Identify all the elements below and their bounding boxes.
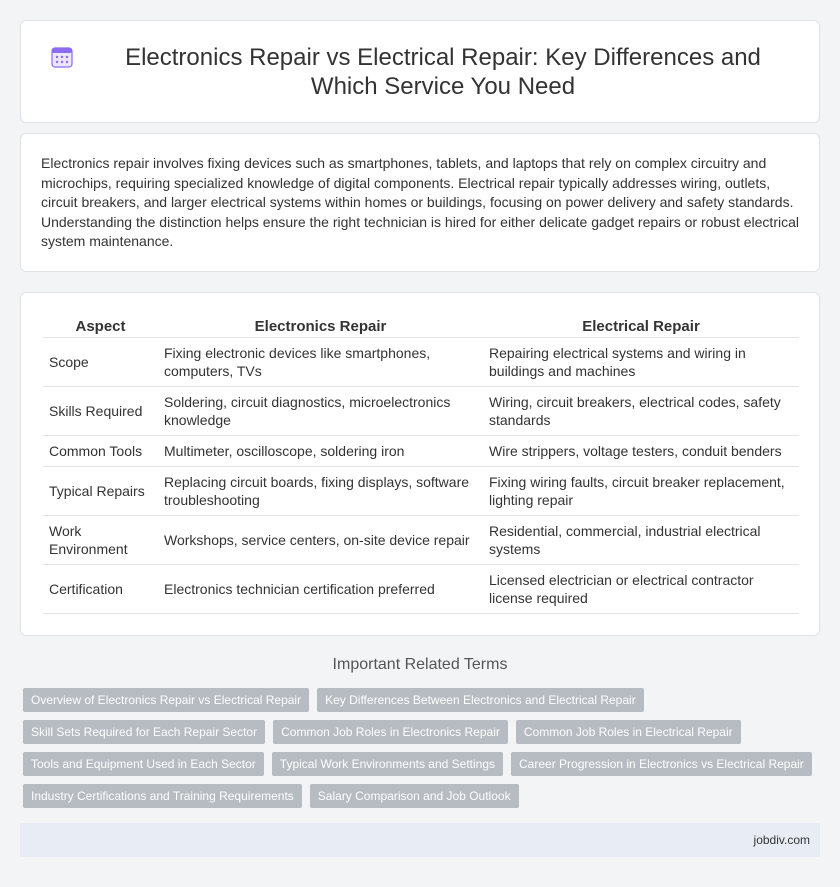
- comparison-card: [20, 292, 820, 636]
- table-row: [43, 436, 799, 467]
- calendar-icon: [49, 44, 75, 70]
- cell-electronics: Replacing circuit boards, fixing displays, software troubleshooting: [158, 467, 483, 516]
- cell-electrical: Residential, commercial, industrial electrical systems: [483, 516, 799, 565]
- related-tag[interactable]: Tools and Equipment Used in Each Sector: [23, 752, 264, 776]
- cell-aspect: Common Tools: [43, 436, 158, 467]
- header-aspect: Aspect: [43, 315, 158, 338]
- related-tag[interactable]: Key Differences Between Electronics and Electrical Repair: [317, 688, 644, 712]
- cell-electronics: Fixing electronic devices like smartphones, computers, TVs: [158, 338, 483, 387]
- footer-site-link[interactable]: jobdiv.com: [753, 833, 810, 847]
- intro-paragraph: Electronics repair involves fixing devices such as smartphones, tablets, and laptops that rely on complex circuitry and microchips, requiring specialized knowledge of digital components. Electrical repair typically addresses wiring, outlets, circuit breakers, and larger electrical systems within homes or buildings, focusing on power delivery and safety standards. Understanding the distinction helps ensure the right technician is hired for either delicate gadget repairs or robust electrical system maintenance.: [41, 155, 799, 250]
- cell-aspect: Certification: [43, 565, 158, 614]
- intro-card: [20, 133, 820, 272]
- cell-electrical: Wire strippers, voltage testers, conduit benders: [483, 436, 799, 467]
- table-row: [43, 467, 799, 516]
- header-card: [20, 20, 820, 123]
- table-row: [43, 387, 799, 436]
- table-row: [43, 338, 799, 387]
- table-row: [43, 565, 799, 614]
- cell-electronics: Soldering, circuit diagnostics, microelectronics knowledge: [158, 387, 483, 436]
- footer: [20, 823, 820, 857]
- cell-aspect: Skills Required: [43, 387, 158, 436]
- header-electronics: Electronics Repair: [158, 315, 483, 338]
- cell-electrical: Licensed electrician or electrical contractor license required: [483, 565, 799, 614]
- related-tag[interactable]: Typical Work Environments and Settings: [272, 752, 503, 776]
- page-title: Electronics Repair vs Electrical Repair: Key Differences and Which Service You Need: [125, 43, 761, 100]
- table-row: [43, 516, 799, 565]
- cell-electronics: Workshops, service centers, on-site device repair: [158, 516, 483, 565]
- related-tag[interactable]: Common Job Roles in Electrical Repair: [516, 720, 741, 744]
- related-tag[interactable]: Overview of Electronics Repair vs Electrical Repair: [23, 688, 309, 712]
- related-tag[interactable]: Skill Sets Required for Each Repair Sector: [23, 720, 265, 744]
- related-tag[interactable]: Salary Comparison and Job Outlook: [310, 784, 519, 808]
- cell-electrical: Repairing electrical systems and wiring in buildings and machines: [483, 338, 799, 387]
- cell-electrical: Fixing wiring faults, circuit breaker replacement, lighting repair: [483, 467, 799, 516]
- related-terms-list: [23, 688, 823, 816]
- table-header-row: [43, 315, 799, 338]
- cell-aspect: Typical Repairs: [43, 467, 158, 516]
- cell-electronics: Multimeter, oscilloscope, soldering iron: [158, 436, 483, 467]
- related-terms-title: Important Related Terms: [332, 656, 508, 673]
- cell-electrical: Wiring, circuit breakers, electrical codes, safety standards: [483, 387, 799, 436]
- cell-aspect: Work Environment: [43, 516, 158, 565]
- related-tag[interactable]: Industry Certifications and Training Requirements: [23, 784, 302, 808]
- header-electrical: Electrical Repair: [483, 315, 799, 338]
- cell-electronics: Electronics technician certification preferred: [158, 565, 483, 614]
- cell-aspect: Scope: [43, 338, 158, 387]
- related-tag[interactable]: Common Job Roles in Electronics Repair: [273, 720, 508, 744]
- comparison-table: [43, 315, 799, 614]
- related-tag[interactable]: Career Progression in Electronics vs Electrical Repair: [511, 752, 812, 776]
